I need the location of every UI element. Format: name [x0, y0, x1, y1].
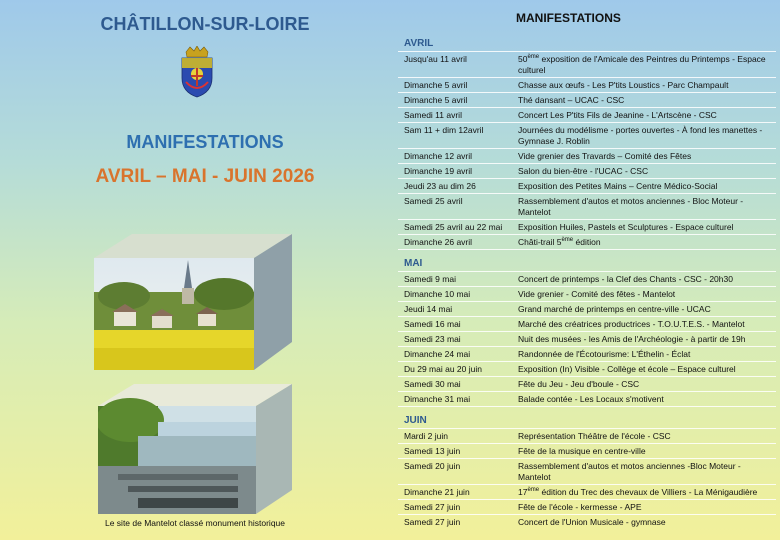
event-text: Chasse aux œufs - Les P'tits Loustics - Parc Champault	[518, 79, 729, 90]
month-heading-mai: MAI	[404, 258, 423, 269]
event-date: Dimanche 19 avril	[404, 165, 473, 176]
event-text: 50ème exposition de l'Amicale des Peintres du Printemps - Espace culturel	[518, 53, 766, 75]
event-date: Du 29 mai au 20 juin	[404, 363, 482, 374]
event-text: Châti-trail 5ème édition	[518, 236, 601, 247]
event-row	[398, 286, 776, 301]
event-row	[398, 484, 776, 499]
event-text: Exposition Huiles, Pastels et Sculptures - Espace culturel	[518, 221, 734, 232]
event-date: Dimanche 26 avril	[404, 236, 473, 247]
event-row	[398, 346, 776, 361]
event-date: Samedi 27 juin	[404, 516, 461, 527]
event-date: Dimanche 10 mai	[404, 288, 471, 299]
event-row	[398, 178, 776, 193]
event-row	[398, 514, 776, 529]
event-row	[398, 234, 776, 250]
photo-caption: Le site de Mantelot classé monument historique	[104, 518, 285, 528]
event-row	[398, 148, 776, 163]
events-schedule	[398, 36, 776, 529]
event-text: Fête de la musique en centre-ville	[518, 445, 646, 456]
event-text: Concert de printemps - la Clef des Chants - CSC - 20h30	[518, 273, 733, 284]
event-text: Fête de l'école - kermesse - APE	[518, 501, 642, 512]
schedule-heading: MANIFESTATIONS	[516, 11, 621, 25]
event-text: Vide grenier - Comité des fêtes - Mantelot	[518, 288, 676, 299]
village-photo-cube	[94, 230, 294, 378]
event-text: Salon du bien-être - l'UCAC - CSC	[518, 165, 649, 176]
event-date: Samedi 25 avril	[404, 195, 463, 206]
event-date: Samedi 11 avril	[404, 109, 462, 120]
event-date: Samedi 20 juin	[404, 460, 461, 471]
event-row	[398, 391, 776, 407]
event-row	[398, 107, 776, 122]
event-text: Exposition des Petites Mains – Centre Médico-Social	[518, 180, 718, 191]
event-date: Dimanche 24 mai	[404, 348, 471, 359]
event-text: Nuit des musées - les Amis de l'Archéologie - à partir de 19h	[518, 333, 746, 344]
event-date: Dimanche 12 avril	[404, 150, 473, 161]
event-date: Samedi 30 mai	[404, 378, 461, 389]
event-date: Samedi 23 mai	[404, 333, 461, 344]
event-text: Randonnée de l'Écotourisme: L'Éthelin - Éclat	[518, 348, 691, 359]
event-text: Rassemblement d'autos et motos anciennes -Bloc Moteur - Mantelot	[518, 460, 741, 482]
event-text: 17ème édition du Trec des chevaux de Villiers - La Ménigaudière	[518, 486, 758, 497]
event-text: Journées du modélisme - portes ouvertes - À fond les manettes - Gymnase J. Roblin	[518, 124, 763, 146]
event-text: Concert Les P'tits Fils de Jeanine - L'Artscène - CSC	[518, 109, 717, 120]
event-row	[398, 77, 776, 92]
coat-of-arms-icon	[178, 46, 216, 98]
event-row	[398, 301, 776, 316]
event-text: Vide grenier des Travards – Comité des Fêtes	[518, 150, 692, 161]
right-panel	[398, 0, 780, 540]
event-text: Concert de l'Union Musicale - gymnase	[518, 516, 666, 527]
event-date: Samedi 9 mai	[404, 273, 456, 284]
event-row	[398, 193, 776, 219]
event-date: Dimanche 31 mai	[404, 393, 471, 404]
event-date: Jusqu'au 11 avril	[404, 53, 467, 64]
event-text: Représentation Théâtre de l'école - CSC	[518, 430, 671, 441]
event-row	[398, 331, 776, 346]
event-row	[398, 376, 776, 391]
event-text: Grand marché de printemps en centre-ville - UCAC	[518, 303, 711, 314]
event-text: Marché des créatrices productrices - T.O.U.T.E.S. - Mantelot	[518, 318, 745, 329]
manifestations-heading: MANIFESTATIONS	[126, 132, 284, 152]
event-date: Samedi 13 juin	[404, 445, 461, 456]
event-text: Exposition (In) Visible - Collège et école – Espace culturel	[518, 363, 736, 374]
event-row	[398, 443, 776, 458]
event-row	[398, 499, 776, 514]
event-row	[398, 458, 776, 484]
event-date: Dimanche 5 avril	[404, 94, 468, 105]
event-row	[398, 361, 776, 376]
town-name: CHÂTILLON-SUR-LOIRE	[100, 14, 310, 34]
event-row	[398, 271, 776, 286]
event-text: Balade contée - Les Locaux s'motivent	[518, 393, 664, 404]
month-heading-juin: JUIN	[404, 415, 427, 426]
event-date: Samedi 16 mai	[404, 318, 461, 329]
event-row	[398, 163, 776, 178]
event-date: Dimanche 21 juin	[404, 486, 470, 497]
event-date: Samedi 25 avril au 22 mai	[404, 221, 503, 232]
period-heading: AVRIL – MAI - JUIN 2026	[95, 166, 315, 187]
event-date: Dimanche 5 avril	[404, 79, 468, 90]
event-date: Jeudi 23 au dim 26	[404, 180, 476, 191]
event-text: Fête du Jeu - Jeu d'boule - CSC	[518, 378, 640, 389]
event-text: Thé dansant – UCAC - CSC	[518, 94, 625, 105]
event-row	[398, 219, 776, 234]
event-row	[398, 122, 776, 148]
event-date: Sam 11 + dim 12avril	[404, 124, 484, 135]
event-row	[398, 51, 776, 77]
event-text: Rassemblement d'autos et motos anciennes - Bloc Moteur - Mantelot	[518, 195, 744, 217]
event-row	[398, 428, 776, 443]
event-date: Mardi 2 juin	[404, 430, 448, 441]
event-date: Jeudi 14 mai	[404, 303, 453, 314]
month-heading-avril: AVRIL	[404, 38, 434, 49]
event-row	[398, 92, 776, 107]
event-date: Samedi 27 juin	[404, 501, 461, 512]
mantelot-photo-cube	[98, 382, 294, 516]
event-row	[398, 316, 776, 331]
